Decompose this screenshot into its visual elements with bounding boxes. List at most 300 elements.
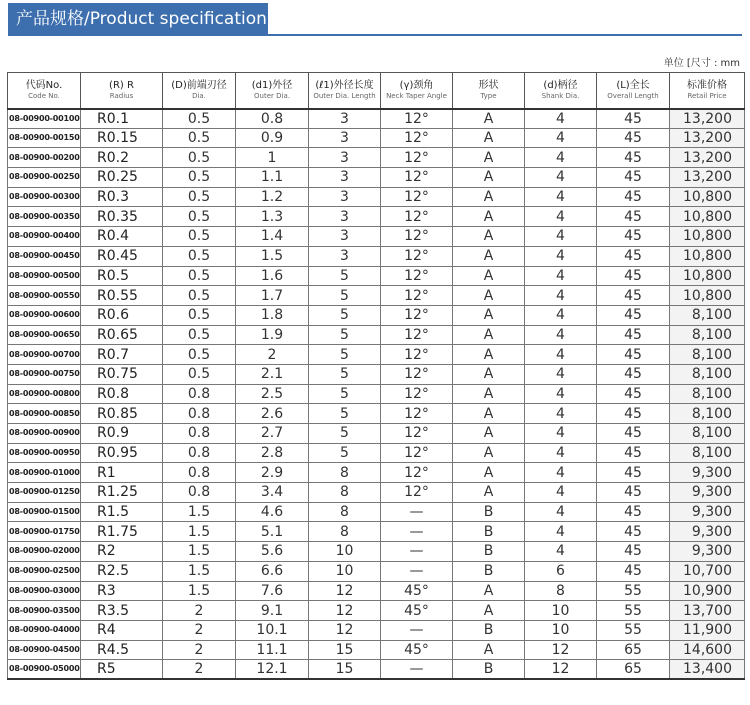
cell-outer-dia: 2.5 <box>236 384 309 404</box>
cell-overall-length: 45 <box>597 128 670 148</box>
cell-type: B <box>453 522 525 542</box>
cell-outer-dia: 1.5 <box>236 246 309 266</box>
table-row <box>8 581 745 601</box>
cell-outer-dia: 2.1 <box>236 364 309 384</box>
cell-dia: 1.5 <box>163 502 236 522</box>
table-body <box>8 109 745 680</box>
cell-overall-length: 45 <box>597 148 670 168</box>
cell-overall-length: 45 <box>597 463 670 483</box>
cell-shank-dia: 4 <box>525 542 597 562</box>
cell-retail-price: 8,100 <box>670 424 745 444</box>
column-header-label: (ℓ1)外径长度 <box>315 80 374 92</box>
column-header-label: (D)前端刃径 <box>171 80 227 92</box>
cell-radius: R0.65 <box>81 325 163 345</box>
cell-retail-price: 8,100 <box>670 404 745 424</box>
column-header-dia <box>163 73 236 109</box>
cell-radius: R0.25 <box>81 168 163 188</box>
cell-neck-angle: 12° <box>381 483 453 503</box>
cell-dia: 0.8 <box>163 424 236 444</box>
cell-retail-price: 8,100 <box>670 443 745 463</box>
column-header-label: (R) R <box>109 80 134 92</box>
table-row <box>8 364 745 384</box>
cell-outer-length: 5 <box>309 345 381 365</box>
cell-outer-dia: 1.7 <box>236 286 309 306</box>
cell-code: 08-00900-03500 <box>8 601 81 621</box>
cell-dia: 0.8 <box>163 404 236 424</box>
cell-radius: R0.2 <box>81 148 163 168</box>
cell-shank-dia: 12 <box>525 660 597 680</box>
cell-neck-angle: 12° <box>381 424 453 444</box>
cell-overall-length: 65 <box>597 640 670 660</box>
cell-neck-angle: 12° <box>381 286 453 306</box>
cell-type: B <box>453 620 525 640</box>
cell-radius: R0.75 <box>81 364 163 384</box>
column-header-label: 标准价格 <box>687 80 727 92</box>
cell-dia: 0.5 <box>163 305 236 325</box>
column-header-sublabel: Code No. <box>28 91 60 100</box>
cell-neck-angle: — <box>381 502 453 522</box>
cell-outer-length: 3 <box>309 128 381 148</box>
cell-retail-price: 8,100 <box>670 345 745 365</box>
cell-shank-dia: 12 <box>525 640 597 660</box>
cell-outer-dia: 3.4 <box>236 483 309 503</box>
cell-neck-angle: 45° <box>381 581 453 601</box>
cell-radius: R0.7 <box>81 345 163 365</box>
cell-code: 08-00900-00800 <box>8 384 81 404</box>
column-header-type <box>453 73 525 109</box>
cell-radius: R1.5 <box>81 502 163 522</box>
cell-shank-dia: 4 <box>525 148 597 168</box>
cell-code: 08-00900-01750 <box>8 522 81 542</box>
cell-outer-length: 5 <box>309 404 381 424</box>
cell-overall-length: 55 <box>597 601 670 621</box>
table-row <box>8 128 745 148</box>
cell-code: 08-00900-01250 <box>8 483 81 503</box>
cell-radius: R0.6 <box>81 305 163 325</box>
cell-code: 08-00900-00500 <box>8 266 81 286</box>
cell-neck-angle: 12° <box>381 364 453 384</box>
cell-overall-length: 45 <box>597 345 670 365</box>
cell-type: B <box>453 542 525 562</box>
cell-overall-length: 55 <box>597 620 670 640</box>
cell-radius: R2 <box>81 542 163 562</box>
cell-dia: 0.8 <box>163 463 236 483</box>
table-row <box>8 168 745 188</box>
cell-outer-dia: 1.4 <box>236 227 309 247</box>
spec-table <box>7 72 745 680</box>
cell-type: A <box>453 286 525 306</box>
cell-retail-price: 13,400 <box>670 660 745 680</box>
cell-radius: R4.5 <box>81 640 163 660</box>
cell-outer-length: 5 <box>309 384 381 404</box>
cell-outer-dia: 0.8 <box>236 109 309 129</box>
cell-shank-dia: 4 <box>525 187 597 207</box>
cell-dia: 0.5 <box>163 187 236 207</box>
cell-neck-angle: 12° <box>381 443 453 463</box>
cell-type: A <box>453 305 525 325</box>
cell-type: A <box>453 424 525 444</box>
column-header-sublabel: Radius <box>109 91 134 100</box>
cell-neck-angle: — <box>381 620 453 640</box>
column-header-overall-length <box>597 73 670 109</box>
cell-radius: R0.3 <box>81 187 163 207</box>
cell-neck-angle: 12° <box>381 345 453 365</box>
cell-dia: 2 <box>163 640 236 660</box>
cell-neck-angle: 12° <box>381 168 453 188</box>
cell-code: 08-00900-00450 <box>8 246 81 266</box>
cell-shank-dia: 4 <box>525 207 597 227</box>
cell-outer-length: 3 <box>309 246 381 266</box>
cell-outer-dia: 2.6 <box>236 404 309 424</box>
cell-outer-length: 3 <box>309 109 381 129</box>
cell-type: A <box>453 168 525 188</box>
cell-dia: 0.5 <box>163 266 236 286</box>
cell-type: A <box>453 364 525 384</box>
cell-retail-price: 8,100 <box>670 364 745 384</box>
cell-type: A <box>453 325 525 345</box>
cell-outer-length: 3 <box>309 148 381 168</box>
cell-outer-length: 12 <box>309 620 381 640</box>
cell-dia: 1.5 <box>163 561 236 581</box>
cell-overall-length: 45 <box>597 384 670 404</box>
cell-retail-price: 13,200 <box>670 168 745 188</box>
cell-outer-dia: 1.1 <box>236 168 309 188</box>
cell-radius: R0.15 <box>81 128 163 148</box>
cell-overall-length: 45 <box>597 522 670 542</box>
cell-type: A <box>453 207 525 227</box>
cell-outer-length: 15 <box>309 660 381 680</box>
table-row <box>8 109 745 129</box>
cell-type: A <box>453 266 525 286</box>
title-bar <box>0 0 750 38</box>
cell-shank-dia: 4 <box>525 227 597 247</box>
column-header-neck-angle <box>381 73 453 109</box>
table-row <box>8 384 745 404</box>
cell-retail-price: 8,100 <box>670 305 745 325</box>
cell-outer-dia: 1.2 <box>236 187 309 207</box>
column-header-outer-length <box>309 73 381 109</box>
cell-outer-length: 5 <box>309 266 381 286</box>
cell-overall-length: 45 <box>597 227 670 247</box>
cell-code: 08-00900-00650 <box>8 325 81 345</box>
cell-shank-dia: 4 <box>525 404 597 424</box>
cell-type: A <box>453 384 525 404</box>
cell-dia: 0.5 <box>163 364 236 384</box>
cell-type: B <box>453 561 525 581</box>
cell-code: 08-00900-05000 <box>8 660 81 680</box>
cell-neck-angle: — <box>381 561 453 581</box>
cell-neck-angle: 12° <box>381 207 453 227</box>
cell-retail-price: 10,700 <box>670 561 745 581</box>
cell-neck-angle: — <box>381 522 453 542</box>
cell-shank-dia: 4 <box>525 345 597 365</box>
cell-outer-dia: 7.6 <box>236 581 309 601</box>
cell-outer-dia: 4.6 <box>236 502 309 522</box>
table-row <box>8 246 745 266</box>
table-row <box>8 601 745 621</box>
cell-shank-dia: 4 <box>525 522 597 542</box>
cell-type: A <box>453 187 525 207</box>
table-row <box>8 502 745 522</box>
cell-retail-price: 9,300 <box>670 502 745 522</box>
cell-shank-dia: 4 <box>525 424 597 444</box>
cell-type: A <box>453 227 525 247</box>
cell-overall-length: 45 <box>597 443 670 463</box>
cell-shank-dia: 4 <box>525 246 597 266</box>
cell-outer-length: 12 <box>309 581 381 601</box>
cell-dia: 0.5 <box>163 325 236 345</box>
cell-retail-price: 11,900 <box>670 620 745 640</box>
cell-dia: 0.5 <box>163 168 236 188</box>
cell-radius: R0.95 <box>81 443 163 463</box>
cell-outer-dia: 1.9 <box>236 325 309 345</box>
cell-neck-angle: 12° <box>381 463 453 483</box>
cell-overall-length: 45 <box>597 109 670 129</box>
cell-type: A <box>453 443 525 463</box>
cell-outer-length: 3 <box>309 168 381 188</box>
cell-outer-dia: 1.8 <box>236 305 309 325</box>
cell-radius: R0.1 <box>81 109 163 129</box>
cell-shank-dia: 4 <box>525 266 597 286</box>
cell-dia: 2 <box>163 601 236 621</box>
cell-dia: 1.5 <box>163 581 236 601</box>
cell-shank-dia: 4 <box>525 325 597 345</box>
cell-code: 08-00900-00950 <box>8 443 81 463</box>
cell-code: 08-00900-03000 <box>8 581 81 601</box>
cell-outer-dia: 6.6 <box>236 561 309 581</box>
cell-outer-length: 12 <box>309 601 381 621</box>
cell-overall-length: 45 <box>597 246 670 266</box>
cell-outer-dia: 9.1 <box>236 601 309 621</box>
cell-shank-dia: 4 <box>525 168 597 188</box>
cell-overall-length: 45 <box>597 325 670 345</box>
cell-shank-dia: 4 <box>525 443 597 463</box>
cell-retail-price: 14,600 <box>670 640 745 660</box>
column-header-sublabel: Type <box>480 91 497 100</box>
cell-dia: 1.5 <box>163 542 236 562</box>
table-row <box>8 286 745 306</box>
cell-type: A <box>453 345 525 365</box>
column-header-label: (L)全长 <box>616 80 650 92</box>
column-header-sublabel: Shank Dia. <box>541 91 580 100</box>
cell-type: B <box>453 502 525 522</box>
cell-overall-length: 45 <box>597 187 670 207</box>
cell-retail-price: 10,800 <box>670 227 745 247</box>
column-header-sublabel: Neck Taper Angle <box>386 91 447 100</box>
cell-dia: 0.5 <box>163 109 236 129</box>
table-row <box>8 660 745 680</box>
table-row <box>8 148 745 168</box>
cell-outer-dia: 10.1 <box>236 620 309 640</box>
cell-overall-length: 45 <box>597 404 670 424</box>
cell-outer-length: 8 <box>309 502 381 522</box>
cell-outer-dia: 0.9 <box>236 128 309 148</box>
cell-dia: 2 <box>163 620 236 640</box>
column-header-label: 代码No. <box>25 80 63 92</box>
cell-code: 08-00900-01500 <box>8 502 81 522</box>
column-header-label: (d)柄径 <box>543 80 578 92</box>
table-row <box>8 463 745 483</box>
cell-outer-length: 5 <box>309 364 381 384</box>
cell-dia: 1.5 <box>163 522 236 542</box>
cell-retail-price: 10,800 <box>670 266 745 286</box>
cell-shank-dia: 4 <box>525 305 597 325</box>
cell-radius: R4 <box>81 620 163 640</box>
cell-overall-length: 45 <box>597 561 670 581</box>
cell-overall-length: 45 <box>597 364 670 384</box>
cell-retail-price: 10,800 <box>670 187 745 207</box>
cell-code: 08-00900-00100 <box>8 109 81 129</box>
cell-radius: R3.5 <box>81 601 163 621</box>
cell-radius: R0.55 <box>81 286 163 306</box>
cell-overall-length: 45 <box>597 502 670 522</box>
cell-outer-dia: 1.6 <box>236 266 309 286</box>
cell-radius: R3 <box>81 581 163 601</box>
table-row <box>8 404 745 424</box>
cell-code: 08-00900-00150 <box>8 128 81 148</box>
cell-dia: 0.5 <box>163 128 236 148</box>
cell-shank-dia: 4 <box>525 483 597 503</box>
cell-radius: R1 <box>81 463 163 483</box>
column-header-sublabel: Overall Length <box>607 91 659 100</box>
cell-retail-price: 9,300 <box>670 542 745 562</box>
cell-radius: R0.4 <box>81 227 163 247</box>
cell-type: A <box>453 581 525 601</box>
cell-overall-length: 45 <box>597 483 670 503</box>
cell-dia: 0.8 <box>163 483 236 503</box>
cell-dia: 0.5 <box>163 286 236 306</box>
cell-radius: R0.85 <box>81 404 163 424</box>
column-header-sublabel: Outer Dia. <box>254 91 290 100</box>
table-row <box>8 325 745 345</box>
column-header-sublabel: Dia. <box>192 91 206 100</box>
cell-retail-price: 10,900 <box>670 581 745 601</box>
table-row <box>8 522 745 542</box>
cell-code: 08-00900-04500 <box>8 640 81 660</box>
cell-shank-dia: 4 <box>525 463 597 483</box>
table-row <box>8 561 745 581</box>
cell-neck-angle: 12° <box>381 128 453 148</box>
cell-outer-dia: 12.1 <box>236 660 309 680</box>
cell-outer-length: 8 <box>309 463 381 483</box>
cell-dia: 2 <box>163 660 236 680</box>
cell-type: A <box>453 601 525 621</box>
cell-type: A <box>453 483 525 503</box>
cell-dia: 0.5 <box>163 246 236 266</box>
cell-neck-angle: 12° <box>381 227 453 247</box>
cell-retail-price: 10,800 <box>670 286 745 306</box>
cell-shank-dia: 8 <box>525 581 597 601</box>
cell-code: 08-00900-00700 <box>8 345 81 365</box>
cell-radius: R0.45 <box>81 246 163 266</box>
cell-dia: 0.5 <box>163 148 236 168</box>
cell-code: 08-00900-04000 <box>8 620 81 640</box>
cell-overall-length: 45 <box>597 168 670 188</box>
cell-overall-length: 45 <box>597 424 670 444</box>
cell-type: A <box>453 128 525 148</box>
column-header-sublabel: Outer Dia. Length <box>313 91 376 100</box>
table-row <box>8 424 745 444</box>
cell-shank-dia: 4 <box>525 364 597 384</box>
cell-neck-angle: 12° <box>381 404 453 424</box>
cell-outer-length: 5 <box>309 286 381 306</box>
cell-code: 08-00900-02000 <box>8 542 81 562</box>
cell-code: 08-00900-00300 <box>8 187 81 207</box>
cell-retail-price: 10,800 <box>670 246 745 266</box>
cell-code: 08-00900-00250 <box>8 168 81 188</box>
cell-retail-price: 8,100 <box>670 325 745 345</box>
cell-neck-angle: 45° <box>381 640 453 660</box>
cell-code: 08-00900-01000 <box>8 463 81 483</box>
cell-radius: R0.8 <box>81 384 163 404</box>
column-header-radius <box>81 73 163 109</box>
cell-outer-dia: 5.1 <box>236 522 309 542</box>
cell-shank-dia: 6 <box>525 561 597 581</box>
cell-outer-length: 3 <box>309 207 381 227</box>
column-header-retail-price <box>670 73 745 109</box>
title-underline <box>8 34 742 36</box>
cell-code: 08-00900-00400 <box>8 227 81 247</box>
column-header-label: (d1)外径 <box>251 80 293 92</box>
cell-neck-angle: 12° <box>381 266 453 286</box>
unit-note: 单位 [尺寸 : mm <box>663 58 740 69</box>
cell-overall-length: 45 <box>597 207 670 227</box>
table-row <box>8 443 745 463</box>
table-row <box>8 542 745 562</box>
cell-neck-angle: 12° <box>381 148 453 168</box>
cell-radius: R2.5 <box>81 561 163 581</box>
cell-dia: 0.5 <box>163 345 236 365</box>
cell-shank-dia: 10 <box>525 601 597 621</box>
cell-shank-dia: 4 <box>525 109 597 129</box>
table-row <box>8 305 745 325</box>
cell-outer-length: 3 <box>309 187 381 207</box>
column-header-label: (γ)颈角 <box>399 80 434 92</box>
cell-code: 08-00900-00850 <box>8 404 81 424</box>
cell-retail-price: 9,300 <box>670 463 745 483</box>
cell-retail-price: 13,200 <box>670 109 745 129</box>
cell-outer-length: 3 <box>309 227 381 247</box>
cell-retail-price: 13,200 <box>670 128 745 148</box>
table-row <box>8 640 745 660</box>
table-row <box>8 345 745 365</box>
cell-type: B <box>453 660 525 680</box>
cell-dia: 0.8 <box>163 443 236 463</box>
column-header-code <box>8 73 81 109</box>
table-row <box>8 483 745 503</box>
cell-neck-angle: 12° <box>381 246 453 266</box>
cell-type: A <box>453 246 525 266</box>
cell-radius: R5 <box>81 660 163 680</box>
cell-overall-length: 45 <box>597 266 670 286</box>
cell-dia: 0.5 <box>163 227 236 247</box>
cell-type: A <box>453 404 525 424</box>
cell-overall-length: 65 <box>597 660 670 680</box>
table-row <box>8 266 745 286</box>
table-header-row <box>8 73 745 109</box>
column-header-shank-dia <box>525 73 597 109</box>
cell-type: A <box>453 148 525 168</box>
cell-outer-dia: 11.1 <box>236 640 309 660</box>
table-row <box>8 187 745 207</box>
cell-shank-dia: 4 <box>525 384 597 404</box>
cell-retail-price: 10,800 <box>670 207 745 227</box>
cell-dia: 0.8 <box>163 384 236 404</box>
cell-outer-dia: 2.8 <box>236 443 309 463</box>
cell-overall-length: 45 <box>597 286 670 306</box>
cell-code: 08-00900-00600 <box>8 305 81 325</box>
table-row <box>8 620 745 640</box>
